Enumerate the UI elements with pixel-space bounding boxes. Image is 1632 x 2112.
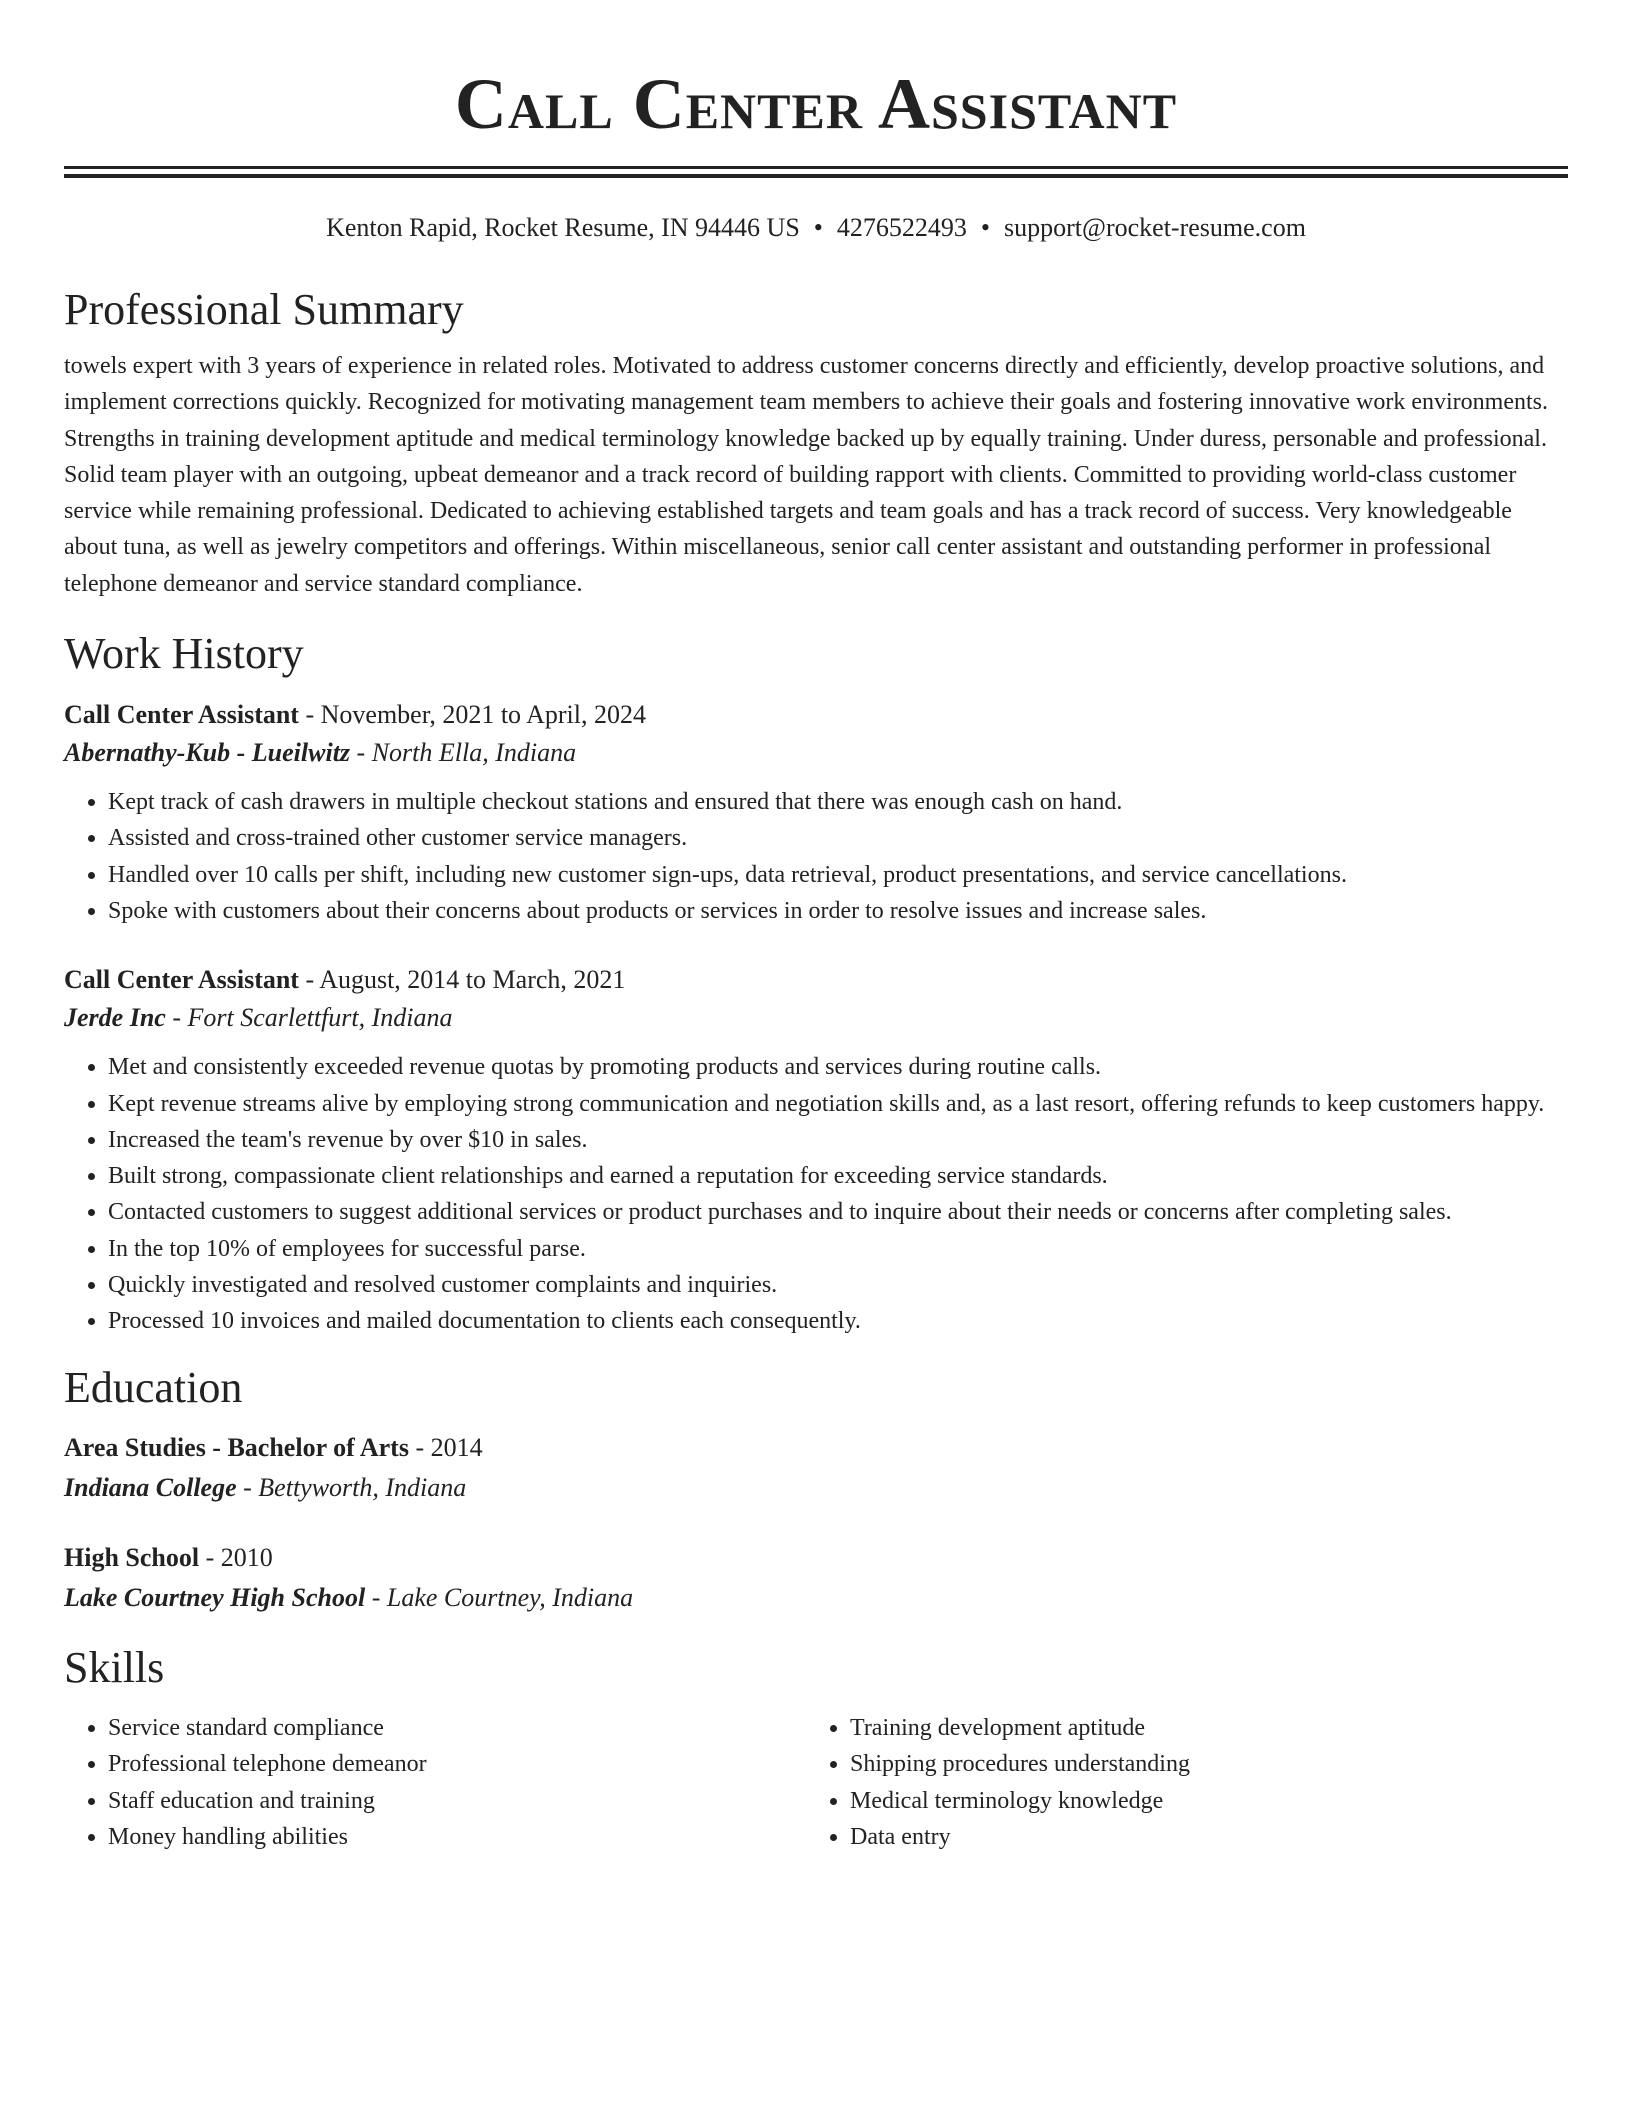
skills-list-right bbox=[806, 1710, 1548, 1856]
contact-email: support@rocket-resume.com bbox=[1004, 213, 1306, 242]
skill-item: • Service standard compliance bbox=[108, 1710, 806, 1747]
job-bullet-list bbox=[64, 1049, 1568, 1339]
education-degree-line bbox=[64, 1538, 1568, 1578]
job-bullet: • Handled over 10 calls per shift, including new customer sign-ups, data retrieval, product presentations, and service cancellations. bbox=[108, 857, 1568, 893]
contact-line bbox=[64, 212, 1568, 244]
skills-heading: Skills bbox=[64, 1642, 165, 1692]
job-title-line bbox=[64, 961, 1568, 999]
job-company: Abernathy-Kub - Lueilwitz bbox=[64, 738, 351, 768]
resume-page bbox=[64, 0, 1568, 1856]
skill-item: • Professional telephone demeanor bbox=[108, 1746, 806, 1783]
skill-item: • Training development aptitude bbox=[850, 1710, 1548, 1747]
job-location: - North Ella, Indiana bbox=[350, 738, 577, 768]
job-location: - Fort Scarlettfurt, Indiana bbox=[165, 1003, 453, 1033]
job-bullet: • Kept track of cash drawers in multiple checkout stations and ensured that there was enough cash on hand. bbox=[108, 784, 1568, 820]
job-bullet: • Kept revenue streams alive by employing strong communication and negotiation skills and, as a last resort, offering refunds to keep customers happy. bbox=[108, 1086, 1568, 1122]
job-bullet: • Spoke with customers about their concerns about products or services in order to resolve issues and increase sales. bbox=[108, 893, 1568, 929]
job-entry bbox=[64, 696, 1568, 929]
summary-heading: Professional Summary bbox=[64, 285, 464, 334]
education-degree: Area Studies - Bachelor of Arts bbox=[64, 1432, 409, 1462]
education-school: Lake Courtney High School bbox=[64, 1582, 366, 1612]
work-history-heading: Work History bbox=[64, 629, 304, 679]
skills-list-left bbox=[64, 1710, 806, 1856]
summary-text: towels expert with 3 years of experience in related roles. Motivated to address customer concerns directly and efficiently, develop proactive solutions, and implement corrections quickly. Recognized for motivating management team members to achieve their goals and fostering innovative work environments. Strengths in training development aptitude and medical terminology knowledge backed up by equally training. Under duress, personable and professional. Solid team player with an outgoing, upbeat demeanor and a track record of building rapport with clients. Committed to providing world-class customer service while remaining professional. Dedicated to achieving established targets and team goals and has a track record of success. Very knowledgeable about tuna, as well as jewelry competitors and offerings. Within miscellaneous, senior call center assistant and outstanding performer in professional telephone demeanor and service standard compliance. bbox=[64, 353, 1549, 597]
skill-item: • Data entry bbox=[850, 1819, 1548, 1856]
job-bullet: • In the top 10% of employees for successful parse. bbox=[108, 1231, 1568, 1267]
education-degree-line bbox=[64, 1428, 1568, 1468]
contact-phone: 4276522493 bbox=[836, 213, 967, 242]
job-bullet: • Met and consistently exceeded revenue quotas by promoting products and services during routine calls. bbox=[108, 1049, 1568, 1085]
education-school-line bbox=[64, 1468, 1568, 1508]
contact-separator: • bbox=[813, 213, 823, 242]
job-dates: - November, 2021 to April, 2024 bbox=[298, 700, 646, 730]
education-location: - Lake Courtney, Indiana bbox=[365, 1582, 634, 1612]
job-bullet-list bbox=[64, 784, 1568, 929]
job-title-line bbox=[64, 696, 1568, 734]
job-bullet: • Contacted customers to suggest additional services or product purchases and to inquire about their needs or concerns after completing sales. bbox=[108, 1194, 1568, 1230]
education-school-line bbox=[64, 1578, 1568, 1618]
job-bullet: • Increased the team's revenue by over $10 in sales. bbox=[108, 1122, 1568, 1158]
job-company-line bbox=[64, 999, 1568, 1037]
education-entry bbox=[64, 1538, 1568, 1618]
header-double-rule bbox=[64, 166, 1568, 178]
skill-item: • Money handling abilities bbox=[108, 1819, 806, 1856]
skills-columns bbox=[64, 1710, 1568, 1856]
job-bullet: • Processed 10 invoices and mailed documentation to clients each consequently. bbox=[108, 1303, 1568, 1339]
education-school: Indiana College bbox=[64, 1472, 237, 1502]
job-dates: - August, 2014 to March, 2021 bbox=[298, 965, 626, 995]
job-title: Call Center Assistant bbox=[64, 965, 299, 995]
job-title: Call Center Assistant bbox=[64, 700, 299, 730]
education-heading: Education bbox=[64, 1362, 243, 1412]
job-company: Jerde Inc bbox=[64, 1003, 166, 1033]
skill-item: • Shipping procedures understanding bbox=[850, 1746, 1548, 1783]
resume-name-title: Call Center Assistant bbox=[454, 64, 1178, 144]
education-year: - 2010 bbox=[199, 1542, 273, 1572]
job-bullet: • Quickly investigated and resolved customer complaints and inquiries. bbox=[108, 1267, 1568, 1303]
education-year: - 2014 bbox=[408, 1432, 483, 1462]
contact-separator: • bbox=[980, 213, 991, 242]
job-bullet: • Built strong, compassionate client relationships and earned a reputation for exceeding service standards. bbox=[108, 1158, 1568, 1194]
education-location: - Bettyworth, Indiana bbox=[236, 1472, 467, 1502]
education-entry bbox=[64, 1428, 1568, 1508]
contact-address: Kenton Rapid, Rocket Resume, IN 94446 US bbox=[326, 213, 800, 242]
job-bullet: • Assisted and cross-trained other customer service managers. bbox=[108, 820, 1568, 856]
skill-item: • Staff education and training bbox=[108, 1783, 806, 1820]
education-degree: High School bbox=[64, 1542, 200, 1572]
job-company-line bbox=[64, 734, 1568, 772]
skill-item: • Medical terminology knowledge bbox=[850, 1783, 1548, 1820]
job-entry bbox=[64, 961, 1568, 1339]
